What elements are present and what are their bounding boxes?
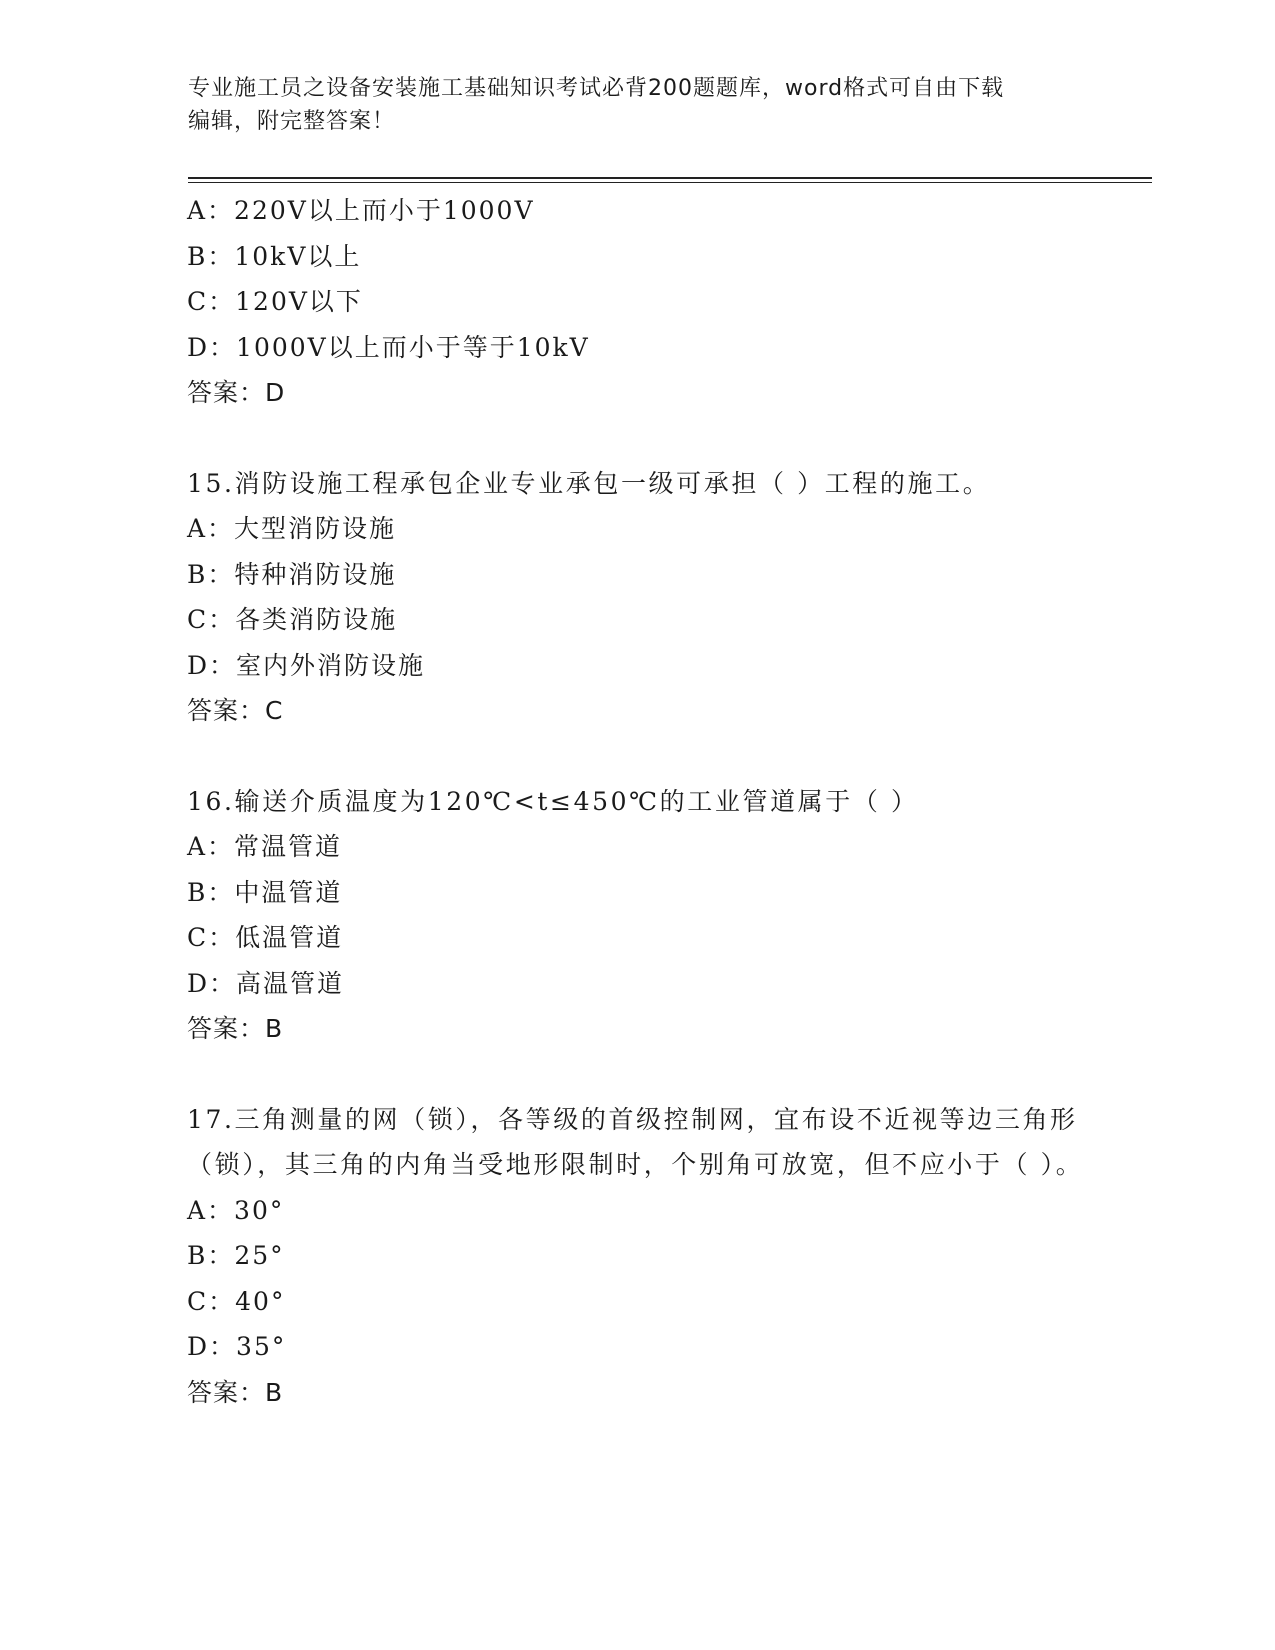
question-block (187, 188, 1087, 416)
question-block (187, 461, 1087, 734)
option-a: A：常温管道 (187, 832, 343, 861)
option-b: B：特种消防设施 (187, 559, 397, 589)
header-rule-thin (188, 182, 1152, 183)
option-a: A：大型消防设施 (187, 514, 397, 543)
option-c: C：低温管道 (187, 923, 344, 952)
answer-line: 答案：B (187, 1377, 284, 1407)
option-b: B：25° (187, 1241, 285, 1270)
option-c: C：各类消防设施 (187, 605, 398, 634)
option-a: A：30° (187, 1195, 285, 1225)
option-b: B：中温管道 (187, 877, 343, 907)
question-text: 17.三角测量的网（锁），各等级的首级控制网，宜布设不近视等边三角形（锁），其三角的内角当受地形限制时，个别角可放宽，但不应小于（ ）。 (187, 1104, 1084, 1179)
option-a: A：220V以上而小于1000V (187, 196, 535, 225)
option-d: D：室内外消防设施 (187, 650, 426, 680)
question-text: 16.输送介质温度为120℃<t≤450℃的工业管道属于（ ） (187, 786, 919, 816)
question-block (187, 1097, 1087, 1416)
option-c: C：120V以下 (187, 287, 363, 316)
answer-line: 答案：B (187, 1014, 284, 1043)
document-header (188, 72, 1088, 138)
header-rule-thick (188, 177, 1152, 179)
question-list (187, 188, 1087, 1415)
option-d: D：高温管道 (187, 968, 345, 998)
option-d: D：1000V以上而小于等于10kV (187, 332, 590, 362)
question-block (187, 779, 1087, 1052)
option-b: B：10kV以上 (187, 241, 362, 271)
answer-line: 答案：D (187, 378, 286, 407)
answer-line: 答案：C (187, 696, 284, 725)
question-text: 15.消防设施工程承包企业专业承包一级可承担（ ）工程的施工。 (187, 468, 991, 498)
header-line-2: 编辑，附完整答案！ (188, 109, 396, 134)
header-line-1: 专业施工员之设备安装施工基础知识考试必背200题题库，word格式可自由下载 (188, 76, 1005, 101)
option-c: C：40° (187, 1286, 286, 1316)
option-d: D：35° (187, 1332, 287, 1361)
